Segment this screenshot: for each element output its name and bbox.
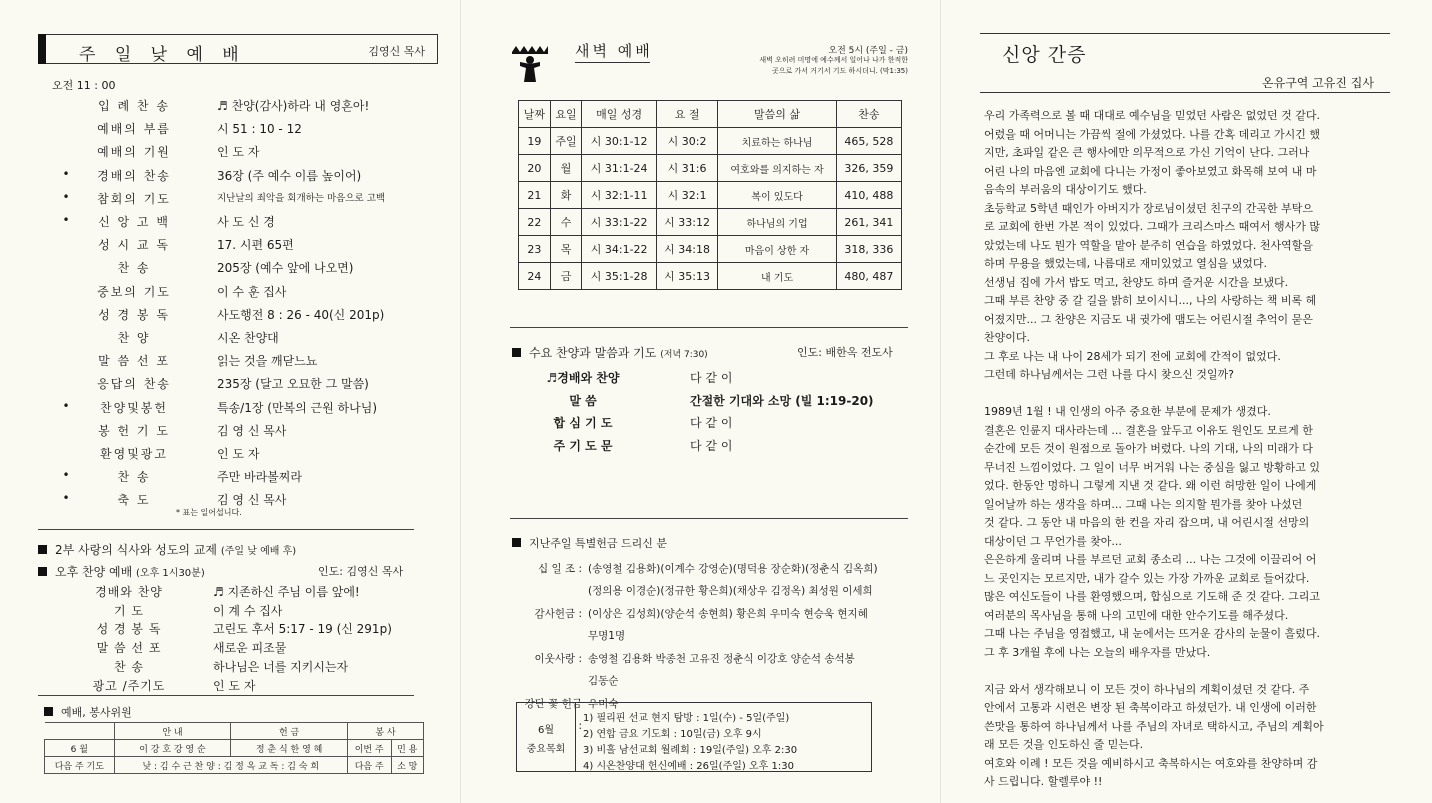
table-cell: 시 31:1-24 xyxy=(582,155,657,182)
col-verse: 요 절 xyxy=(656,101,717,128)
table-cell: 시 32:1-11 xyxy=(582,182,657,209)
order-item xyxy=(60,213,450,233)
afternoon-leader: 인도: 김영신 목사 xyxy=(318,565,404,578)
order-name: 봉 헌 기 도 xyxy=(98,423,170,438)
order-item xyxy=(538,392,874,409)
table-cell: 치료하는 하나님 xyxy=(718,128,837,155)
table-cell: 시 33:12 xyxy=(656,209,717,236)
offering-names: 송영철 김용화 박종천 고유진 정춘식 이강호 양순석 송석봉 xyxy=(588,653,855,665)
verse-line: 새벽 오히려 미명에 예수께서 일어나 나가 한적한 xyxy=(759,56,908,64)
order-content: 간절한 기대와 소망 (빌 1:19-20) xyxy=(690,393,874,408)
order-content: 지난날의 죄악을 회개하는 마음으로 고백 xyxy=(217,192,386,204)
order-item xyxy=(60,375,450,395)
order-item xyxy=(60,620,450,638)
june-label xyxy=(517,703,576,771)
order-content: 205장 (예수 앞에 나오면) xyxy=(217,261,354,276)
offering-cell: 정 춘 식 한 영 혜 xyxy=(231,740,348,757)
order-content: 새로운 피조물 xyxy=(213,641,287,656)
order-bullet: • xyxy=(62,213,70,227)
service-cell: 소 망 xyxy=(391,757,423,774)
order-item xyxy=(538,414,733,431)
table-cell: 주일 xyxy=(550,128,582,155)
paragraph-line: 은은하게 울리며 나를 부르던 교회 종소리 ... 나는 그것에 이끌리어 어 xyxy=(984,553,1317,566)
order-name: 예배의 부름 xyxy=(97,122,171,137)
order-item xyxy=(60,167,450,187)
square-bullet-icon xyxy=(38,567,47,576)
order-content: 17. 시편 65편 xyxy=(217,238,294,253)
order-item xyxy=(60,259,450,279)
offering-label: 강단 꽃 헌금 : xyxy=(524,698,582,732)
event-item: 4) 시온찬양대 헌신예배 : 26일(주일) 오후 1:30 xyxy=(583,761,794,772)
offering-names: (정의용 이경순)(정규한 황은희)(채상우 김정옥) 최성원 이세희 xyxy=(588,585,873,597)
square-bullet-icon xyxy=(44,707,53,716)
dawn-schedule-table xyxy=(518,100,902,290)
order-content: 이 수 훈 집사 xyxy=(217,284,287,299)
part2-heading xyxy=(38,541,296,558)
order-name: 기 도 xyxy=(114,603,144,618)
paragraph-line: 하며 무용을 했었는데, 나름대로 재미있었고 열심을 냈었다. xyxy=(984,257,1267,270)
paragraph-line: 순간에 모든 것이 원점으로 돌아가 버렸다. 나의 기대, 나의 미래가 다 xyxy=(984,442,1313,455)
paragraph-line: 것 같다. 그 동안 내 마음의 한 컨을 자리 잡으며, 내 어린시절 선망의 xyxy=(984,516,1310,529)
paragraph-line: 대상이던 그 무언가를 찾아... xyxy=(984,534,1122,548)
event-item: 1) 필리핀 선교 현지 탐방 : 1일(수) - 5일(주일) xyxy=(583,713,790,724)
table-cell: 시 34:1-22 xyxy=(582,236,657,263)
paragraph-line: 일어날까 하는 생각을 하며... 그때 나는 의지할 뭔가를 찾아 나섰던 xyxy=(984,497,1303,511)
order-name: 예배의 기원 xyxy=(97,145,171,160)
order-name: 찬 송 xyxy=(114,659,144,674)
order-name: 축 도 xyxy=(117,493,151,508)
prayer-cell: 낮 : 김 수 근 찬 양 : 김 정 옥 교 독 : 김 숙 희 xyxy=(114,757,347,774)
order-name: 찬양및봉헌 xyxy=(100,400,168,415)
paragraph-line: 여러분의 목사님을 통해 나의 고민에 대한 안수기도를 해주셨다. xyxy=(984,608,1289,622)
col-day: 요일 xyxy=(550,101,582,128)
order-content: 235장 (달고 오묘한 그 말씀) xyxy=(217,377,369,392)
order-content: 다 같 이 xyxy=(690,438,733,453)
offering-names: (이상은 김성희)(양순석 송현희) 황은희 우미숙 현승욱 현지혜 xyxy=(588,608,868,620)
paragraph-line: 느 곳인지는 모르지만, 내가 갈수 있는 가장 가까운 교회로 들어갔다. xyxy=(984,571,1310,585)
table-cell: 수 xyxy=(550,209,582,236)
order-name: ♬경배와 찬양 xyxy=(546,371,620,385)
order-bullet: • xyxy=(62,468,70,483)
order-item xyxy=(538,437,733,454)
order-name: 광고 /주기도 xyxy=(92,678,166,693)
wednesday-heading xyxy=(512,344,708,361)
col-date: 날짜 xyxy=(519,101,551,128)
divider xyxy=(510,327,908,328)
order-item xyxy=(60,283,450,303)
order-name: 성 시 교 독 xyxy=(98,238,170,253)
order-content: 인 도 자 xyxy=(217,145,260,160)
order-item xyxy=(60,422,450,442)
offering-label: 감사헌금 : xyxy=(534,608,582,620)
order-item xyxy=(60,143,450,163)
order-content: 인 도 자 xyxy=(217,447,260,461)
order-name: 성 경 봉 독 xyxy=(98,307,170,322)
order-name: 신 앙 고 백 xyxy=(98,215,170,229)
weekday-panel xyxy=(460,0,940,803)
table-cell xyxy=(45,723,115,740)
table-cell: 월 xyxy=(550,155,582,182)
paragraph-line: 그때 나는 주님을 영접했고, 내 눈에서는 뜨거운 감사의 눈물이 흘렀다. xyxy=(984,627,1320,640)
paragraph-line: 그때 부른 찬양 중 갈 길을 밝히 보이시니..., 나의 사랑하는 책 비록 헤 xyxy=(984,294,1317,307)
offering-names: (송영철 김용화)(이계수 강영순)(명덕용 장순화)(정춘식 김옥희) xyxy=(588,563,878,575)
paragraph-line: 그런데 하나님께서는 그런 나를 다시 찾으신 것일까? xyxy=(984,368,1234,381)
order-name: 찬 송 xyxy=(117,470,151,485)
table-cell: 24 xyxy=(519,263,551,290)
row-label: 6 월 xyxy=(45,740,115,757)
order-content: 인 도 자 xyxy=(213,678,256,693)
order-item xyxy=(538,369,733,386)
afternoon-title: 오후 찬양 예배 xyxy=(55,565,133,579)
order-content: ♬ 찬양(감사)하라 내 영혼아! xyxy=(217,99,370,113)
wednesday-leader: 인도: 배한옥 전도사 xyxy=(797,346,893,359)
table-cell: 화 xyxy=(550,182,582,209)
standing-note: * 표는 일어섭니다. xyxy=(176,508,242,517)
order-content: 김 영 신 목사 xyxy=(217,493,287,508)
divider xyxy=(38,695,414,696)
table-row xyxy=(519,128,902,155)
paragraph-line: 그 후 3개월 후에 나는 오늘의 배우자를 만났다. xyxy=(984,645,1211,659)
table-cell: 21 xyxy=(519,182,551,209)
table-cell: 시 30:2 xyxy=(656,128,717,155)
order-name: 환영및광고 xyxy=(100,447,168,461)
order-name: 합 심 기 도 xyxy=(553,416,613,430)
testimony-author: 온유구역 고유진 집사 xyxy=(1262,76,1374,90)
order-name: 응답의 찬송 xyxy=(97,377,171,392)
service-cell: 민 용 xyxy=(391,740,423,757)
order-item xyxy=(60,445,450,465)
table-cell: 465, 528 xyxy=(836,128,901,155)
paragraph-line: 지금 와서 생각해보니 이 모든 것이 하나님의 계획이셨던 것 같다. 주 xyxy=(984,682,1310,696)
paragraph-line: 무너진 느낌이었다. 그 일이 너무 버거워 나는 중심을 잃고 방황하고 있 xyxy=(984,460,1320,474)
order-item xyxy=(60,677,450,695)
order-name: 찬 양 xyxy=(117,331,151,345)
row-label: 다음 주 기도 xyxy=(45,757,115,774)
order-name: 주 기 도 문 xyxy=(553,438,613,453)
order-bullet: • xyxy=(62,189,70,204)
offerings-title: 지난주일 특별헌금 드리신 분 xyxy=(529,537,668,550)
order-content: 고린도 후서 5:17 - 19 (신 291p) xyxy=(213,622,392,637)
order-name: 중보의 기도 xyxy=(97,284,171,299)
order-name: 참회의 기도 xyxy=(97,191,171,206)
praying-figure-icon xyxy=(510,42,550,82)
paragraph-line: 많은 여신도들이 나를 환영했으며, 합심으로 기도해 준 것 같다. 그리고 xyxy=(984,590,1320,603)
table-cell: 시 30:1-12 xyxy=(582,128,657,155)
table-cell: 복이 있도다 xyxy=(718,182,837,209)
order-name: 찬 송 xyxy=(117,261,151,276)
paragraph-line: 았었는데 나도 뭔가 역할을 맡아 분주히 연습을 하였었다. 천사역할을 xyxy=(984,238,1313,252)
offering-names: 우미숙 xyxy=(588,698,619,710)
sunday-preacher: 김영신 목사 xyxy=(368,45,425,58)
paragraph-line: 쓴맛을 통하여 하나님께서 나를 주님의 자녀로 택하시고, 주님의 계획아 xyxy=(984,719,1324,733)
divider xyxy=(980,33,1390,34)
order-item xyxy=(60,190,450,210)
table-cell: 23 xyxy=(519,236,551,263)
dawn-title: 새벽 예배 xyxy=(575,42,653,60)
afternoon-heading xyxy=(38,563,205,580)
order-item xyxy=(60,236,450,256)
paragraph-line: 음속의 부러움의 대상이기도 했다. xyxy=(984,183,1147,196)
col-hymn: 찬송 xyxy=(836,101,901,128)
paragraph-line: 초등학교 5학년 때인가 아버지가 장로님이셨던 친구의 간곡한 부탁으 xyxy=(984,201,1314,215)
square-bullet-icon xyxy=(512,348,521,357)
verse-line: 곳으로 가서 거기서 기도 하시더니. (막1:35) xyxy=(772,67,908,75)
afternoon-time: (오후 1시30분) xyxy=(136,568,205,579)
table-row xyxy=(519,209,902,236)
table-cell: 금 xyxy=(550,263,582,290)
table-cell: 여호와를 의지하는 자 xyxy=(718,155,837,182)
paragraph-line: 찬양이다. xyxy=(984,331,1031,344)
paragraph-line: 어렸을 때 어머니는 가끔씩 절에 가셨었다. 나를 간혹 데리고 가시긴 했 xyxy=(984,127,1320,141)
paragraph-line: 사 드립니다. 할렐루야 !! xyxy=(984,775,1103,788)
event-item: 2) 연합 금요 기도회 : 10일(금) 오후 9시 xyxy=(583,729,762,740)
order-name: 말 씀 선 포 xyxy=(98,354,170,369)
paragraph-line: 선생님 집에 가서 밥도 먹고, 찬양도 하며 즐거운 시간을 보냈다. xyxy=(984,275,1289,289)
table-cell: 마음이 상한 자 xyxy=(718,236,837,263)
dawn-verse xyxy=(678,55,908,77)
table-cell: 22 xyxy=(519,209,551,236)
table-cell: 시 33:1-22 xyxy=(582,209,657,236)
service-label: 이번 주 xyxy=(347,740,391,757)
table-cell: 19 xyxy=(519,128,551,155)
order-content: 다 같 이 xyxy=(690,416,733,430)
order-item xyxy=(60,468,450,488)
paragraph-line: 우리 가족력으로 볼 때 대대로 예수님을 믿었던 사람은 없었던 것 같다. xyxy=(984,109,1320,122)
order-item xyxy=(60,658,450,676)
order-item xyxy=(60,120,450,140)
volunteers-title: 예배, 봉사위원 xyxy=(61,706,132,719)
order-content: 사도행전 8 : 26 - 40(신 201p) xyxy=(217,307,385,322)
sunday-header xyxy=(38,34,438,64)
sunday-time: 오전 11 : 00 xyxy=(52,79,116,92)
paragraph-line: 었다. 한동안 멍하니 그렇게 지낸 것 같다. 왜 이런 허망한 일이 나에게 xyxy=(984,479,1317,492)
order-item xyxy=(60,97,450,117)
testimony-panel xyxy=(940,0,1432,803)
order-bullet: • xyxy=(62,491,70,506)
table-cell: 20 xyxy=(519,155,551,182)
col-reading: 매일 성경 xyxy=(582,101,657,128)
col-service: 봉 사 xyxy=(347,723,423,740)
june-events-box xyxy=(516,702,872,772)
divider xyxy=(575,62,650,63)
paragraph-line: 지만, 초파일 같은 큰 행사에만 의무적으로 가신 기억이 난다. 그러나 xyxy=(984,146,1310,159)
divider xyxy=(38,529,414,530)
offering-label: 이웃사랑 : xyxy=(534,653,582,665)
order-name: 경배와 찬양 xyxy=(95,585,163,599)
order-content: 이 계 수 집사 xyxy=(213,603,283,618)
table-cell: 내 기도 xyxy=(718,263,837,290)
part2-title: 2부 사랑의 식사와 성도의 교제 xyxy=(55,543,217,557)
divider xyxy=(980,92,1390,93)
june-label-text: 중요목회 xyxy=(526,744,566,755)
order-bullet: • xyxy=(62,166,70,181)
service-label: 다음 주 xyxy=(347,757,391,774)
order-name: 성 경 봉 독 xyxy=(96,622,162,637)
table-cell: 시 34:18 xyxy=(656,236,717,263)
order-item xyxy=(60,583,450,601)
order-content: 하나님은 너를 지키시는자 xyxy=(213,659,349,674)
offering-label: 십 일 조 : xyxy=(538,563,582,575)
order-content: ♬ 지존하신 주님 이름 앞에! xyxy=(213,585,360,599)
order-name: 말 씀 선 포 xyxy=(96,641,162,656)
paragraph-line: 안에서 고통과 시련은 변장 된 축복이라고 하셨던가. 내 인생에 이러한 xyxy=(984,701,1317,714)
guide-cell: 이 강 호 강 영 순 xyxy=(114,740,231,757)
offerings-heading xyxy=(512,535,667,551)
sunday-title: 주 일 낮 예 배 xyxy=(79,45,246,65)
order-content: 시온 찬양대 xyxy=(217,331,279,345)
order-name: 경배의 찬송 xyxy=(97,168,171,183)
table-cell: 410, 488 xyxy=(836,182,901,209)
order-name: 입 례 찬 송 xyxy=(98,99,170,113)
event-item: 3) 비홀 남선교회 월례회 : 19일(주일) 오후 2:30 xyxy=(583,745,798,756)
order-content: 36장 (주 예수 이름 높이어) xyxy=(217,168,362,183)
col-guide: 안 내 xyxy=(114,723,231,740)
order-item xyxy=(60,352,450,372)
order-item xyxy=(60,399,450,419)
table-row xyxy=(519,182,902,209)
offering-names: 김동순 xyxy=(588,675,619,687)
order-content: 주만 바라볼찌라 xyxy=(217,470,302,485)
paragraph-line: 어졌지만... 그 찬양은 지금도 내 귓가에 맴도는 어린시절 추억이 묻은 xyxy=(984,312,1313,326)
col-offering: 헌 금 xyxy=(231,723,348,740)
order-bullet: • xyxy=(62,398,70,413)
order-item xyxy=(60,306,450,326)
paragraph-line: 래 모든 것을 인도하신 줄 믿는다. xyxy=(984,738,1144,751)
wednesday-time: (저녁 7:30) xyxy=(660,350,708,360)
square-bullet-icon xyxy=(512,538,521,547)
dawn-time: 오전 5시 (주일 - 금) xyxy=(828,46,908,56)
part2-sub: (주일 낮 예배 후) xyxy=(220,546,297,557)
paragraph-line: 1989년 1월 ! 내 인생의 아주 중요한 부분에 문제가 생겼다. xyxy=(984,405,1271,418)
wednesday-title: 수요 찬양과 말씀과 기도 xyxy=(529,346,657,360)
table-cell: 시 35:13 xyxy=(656,263,717,290)
divider xyxy=(510,518,908,519)
paragraph-line: 그 후로 나는 내 나이 28세가 되기 전에 교회에 간적이 없었다. xyxy=(984,349,1281,363)
table-cell: 261, 341 xyxy=(836,209,901,236)
col-word: 말씀의 삶 xyxy=(718,101,837,128)
table-cell: 목 xyxy=(550,236,582,263)
order-content: 특송/1장 (만복의 근원 하나님) xyxy=(217,400,377,415)
order-item xyxy=(60,491,450,511)
june-label-month: 6월 xyxy=(537,725,555,736)
paragraph-line: 로 교회에 한번 가본 적이 있었다. 그때가 크리스마스 때여서 행사가 많 xyxy=(984,220,1320,233)
table-row xyxy=(519,263,902,290)
order-content: 다 같 이 xyxy=(690,371,733,385)
order-content: 사 도 신 경 xyxy=(217,215,275,229)
table-cell: 하나님의 기업 xyxy=(718,209,837,236)
order-name: 말 씀 xyxy=(569,393,597,408)
volunteers-table xyxy=(44,722,424,774)
table-row xyxy=(519,155,902,182)
order-item xyxy=(60,329,450,349)
square-bullet-icon xyxy=(38,545,47,554)
table-row xyxy=(519,236,902,263)
table-cell: 시 32:1 xyxy=(656,182,717,209)
order-content: 김 영 신 목사 xyxy=(217,423,287,438)
paragraph-line: 어린 나의 마음엔 교회에 다니는 가정이 좋아보였고 화목해 보여 내 마 xyxy=(984,164,1317,178)
testimony-title: 신앙 간증 xyxy=(1002,44,1087,66)
table-cell: 시 35:1-28 xyxy=(582,263,657,290)
table-cell: 480, 487 xyxy=(836,263,901,290)
offering-names: 무명1명 xyxy=(588,630,626,642)
table-cell: 시 31:6 xyxy=(656,155,717,182)
order-content: 읽는 것을 깨닫느뇨 xyxy=(217,354,318,369)
order-item xyxy=(60,602,450,620)
order-content: 시 51 : 10 - 12 xyxy=(217,122,302,137)
sunday-panel xyxy=(0,0,460,803)
header-bar xyxy=(38,34,46,64)
volunteers-heading xyxy=(44,704,132,720)
table-cell: 326, 359 xyxy=(836,155,901,182)
paragraph-line: 여호와 이례 ! 모든 것을 예비하시고 축복하시는 여호와를 찬양하며 감 xyxy=(984,756,1318,770)
order-item xyxy=(60,639,450,657)
paragraph-line: 결혼은 인륜지 대사라는데 ... 결혼을 앞두고 이유도 원인도 모르게 한 xyxy=(984,423,1313,437)
table-cell: 318, 336 xyxy=(836,236,901,263)
